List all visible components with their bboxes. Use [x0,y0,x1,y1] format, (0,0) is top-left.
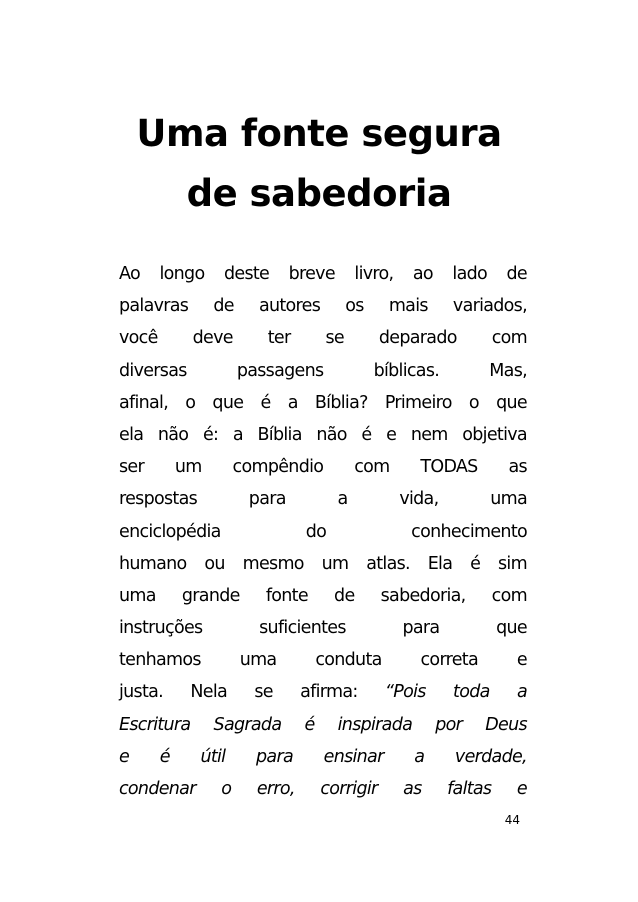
text-word: Nela [190,682,228,703]
text-word: não [157,424,189,445]
text-word: se [325,328,344,349]
text-word: suficientes [259,618,346,639]
text-word: e [119,746,130,767]
text-word: bíblicas. [373,360,440,381]
chapter-title-line-2: de sabedoria [186,172,452,215]
text-word: palavras [119,296,189,317]
text-word: que [496,618,527,639]
text-word: Primeiro [384,392,452,413]
text-word: “Pois [384,682,426,703]
text-word: toda [453,682,490,703]
text-word: mesmo [242,553,304,574]
text-word: Sagrada [213,714,282,735]
chapter-title-line-1: Uma fonte segura [136,112,502,155]
text-word: com [354,457,390,478]
text-word: Bíblia [257,424,302,445]
text-word: inspirada [337,714,413,735]
text-word: é [304,714,315,735]
text-word: TODAS [420,457,478,478]
text-word: vida, [399,489,439,510]
text-word: correta [420,650,478,671]
text-word: as [508,457,527,478]
text-word: de [334,585,355,606]
text-word: breve [288,264,335,284]
chapter-title [0,104,638,224]
text-word: você [119,328,158,349]
text-line [119,612,527,644]
text-word: deve [192,328,233,349]
text-word: verdade, [454,746,527,767]
text-word: afinal, [119,392,169,413]
text-word: um [174,457,202,478]
text-word: deparado [378,328,457,349]
text-word: o [468,392,479,413]
text-word: respostas [119,489,198,510]
text-word: é [361,424,372,445]
text-word: conhecimento [411,521,527,542]
text-word: sabedoria, [380,585,466,606]
text-word: e [516,779,527,799]
text-line [119,548,527,580]
text-word: atlas. [366,553,410,574]
text-word: nem [410,424,448,445]
text-line [119,483,527,515]
text-word: com [491,328,527,349]
text-word: ou [204,553,225,574]
text-word: ensinar [323,746,384,767]
page-number: 44 [504,813,520,827]
text-word: de [213,296,234,317]
text-word: livro, [354,264,394,284]
text-word: por [435,714,463,735]
text-word: e [386,424,397,445]
text-word: ser [119,457,144,478]
text-word: Deus [485,714,527,735]
text-line [119,451,527,483]
text-word: afirma: [300,682,358,703]
text-line [119,258,527,290]
text-word: do [305,521,327,542]
text-word: os [345,296,364,317]
text-word: é [470,553,481,574]
text-word: sim [497,553,527,574]
text-line [119,322,527,354]
text-word: variados, [452,296,527,317]
text-word: fonte [265,585,308,606]
text-word: a [337,489,348,510]
text-word: lado [452,264,488,284]
text-word: instruções [119,618,203,639]
text-word: a [516,682,527,703]
text-word: Escritura [119,714,191,735]
text-word: ao [412,264,433,284]
text-word: diversas [119,360,187,381]
text-line [119,387,527,419]
text-word: é [260,392,271,413]
text-word: grande [181,585,240,606]
text-word: deste [223,264,270,284]
text-line [119,741,527,773]
text-word: faltas [447,779,492,799]
text-word: Ela [427,553,453,574]
text-line [119,419,527,451]
text-line [119,290,527,322]
text-word: ela [119,424,144,445]
text-word: para [256,746,293,767]
text-word: enciclopédia [119,521,221,542]
text-word: é: [202,424,219,445]
text-line [119,580,527,612]
text-word: o [185,392,196,413]
text-line [119,709,527,741]
text-word: que [496,392,527,413]
text-word: para [248,489,286,510]
text-word: autores [258,296,321,317]
text-word: não [316,424,347,445]
text-word: as [403,779,422,799]
text-word: ter [267,328,291,349]
text-word: é [159,746,170,767]
text-word: Ao [119,264,140,284]
text-word: que [212,392,244,413]
text-word: para [402,618,440,639]
body-paragraph [119,258,527,805]
text-word: objetiva [462,424,527,445]
text-word: o [221,779,232,799]
text-word: com [491,585,527,606]
text-word: humano [119,553,187,574]
text-word: de [506,264,527,284]
text-word: condenar [119,779,196,799]
text-word: uma [239,650,277,671]
text-word: passagens [236,360,324,381]
text-word: longo [159,264,205,284]
text-word: uma [490,489,527,510]
text-word: e [516,650,527,671]
text-word: a [232,424,243,445]
text-line [119,644,527,676]
text-word: justa. [119,682,164,703]
text-word: Mas, [489,360,527,381]
text-line [119,773,527,805]
text-word: uma [119,585,156,606]
text-word: mais [388,296,428,317]
text-word: Bíblia? [314,392,368,413]
text-word: a [287,392,298,413]
text-word: compêndio [232,457,324,478]
text-word: conduta [315,650,382,671]
text-word: se [254,682,273,703]
text-word: corrigir [320,779,378,799]
text-word: útil [200,746,226,767]
text-word: tenhamos [119,650,201,671]
text-word: um [321,553,349,574]
text-line [119,676,527,708]
text-line [119,355,527,387]
text-line [119,516,527,548]
text-word: a [414,746,425,767]
text-word: erro, [256,779,295,799]
